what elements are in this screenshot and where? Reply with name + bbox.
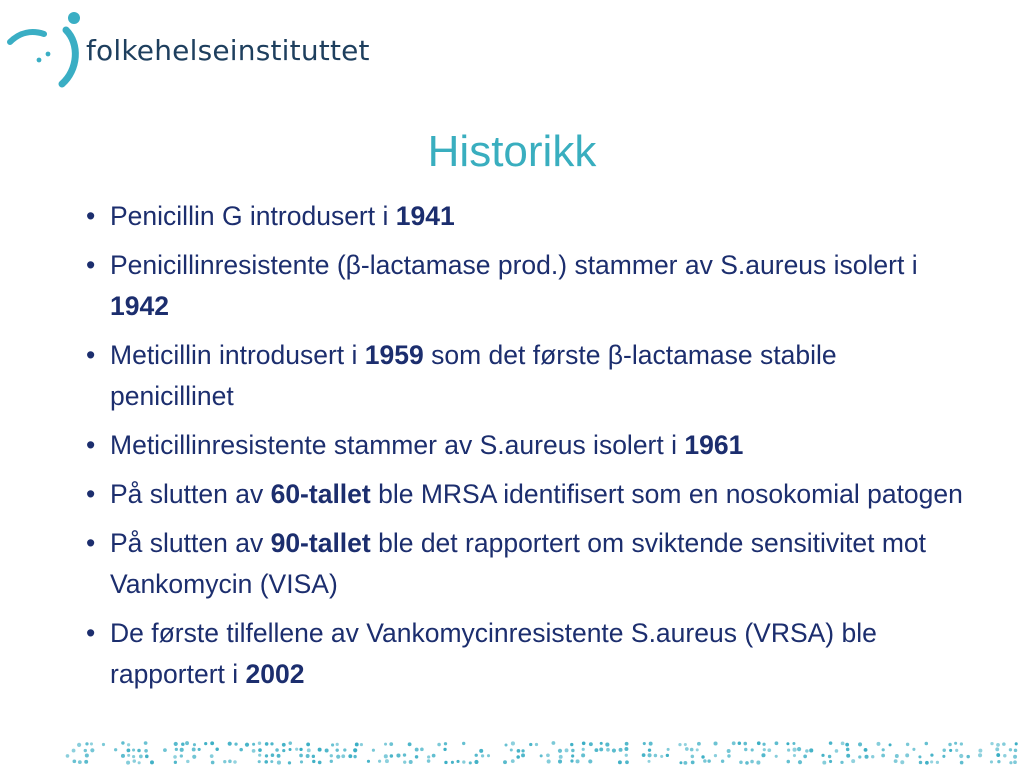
logo xyxy=(6,8,406,92)
bullet-item xyxy=(86,474,966,515)
bullet-text: ble det rapportert om sviktende sensitivitet mot Vankomycin (VISA) xyxy=(110,528,927,599)
bullet-text: Penicillin G introdusert i xyxy=(110,201,396,231)
bullet-text: På slutten av xyxy=(110,528,271,558)
bullet-item xyxy=(86,196,966,237)
bullet-text: Meticillinresistente stammer av S.aureus isolert i xyxy=(110,430,685,460)
bullet-emphasis: 2002 xyxy=(245,659,305,689)
bullet-item xyxy=(86,335,966,417)
bullet-item xyxy=(86,523,966,605)
bullet-text: Penicillinresistente (β-lactamase prod.) stammer av S.aureus isolert i xyxy=(110,250,918,280)
slide-title: Historikk xyxy=(427,127,597,176)
bullet-emphasis: 60-tallet xyxy=(270,479,371,509)
logo-text: folkehelseinstituttet xyxy=(86,34,370,67)
bullet-emphasis: 1961 xyxy=(684,430,744,460)
bullet-emphasis: 1959 xyxy=(364,340,424,370)
bullet-text: ble MRSA identifisert som en nosokomial patogen xyxy=(370,479,963,509)
bullet-item xyxy=(86,245,966,327)
bullet-emphasis: 1942 xyxy=(110,291,169,321)
bullet-emphasis: 1941 xyxy=(395,201,455,231)
bullet-text: som det første β-lactamase stabile penicillinet xyxy=(110,340,837,411)
figure-swirl-icon xyxy=(6,8,86,92)
bullet-text: Meticillin introdusert i xyxy=(110,340,365,370)
bullet-item xyxy=(86,613,966,695)
bullet-text: De første tilfellene av Vankomycinresistente S.aureus (VRSA) ble rapportert i xyxy=(110,618,877,689)
bullet-item xyxy=(86,425,966,466)
bullet-list xyxy=(86,196,966,703)
bullet-emphasis: 90-tallet xyxy=(270,528,371,558)
decorative-dot-band xyxy=(64,740,1024,766)
bullet-text: På slutten av xyxy=(110,479,271,509)
